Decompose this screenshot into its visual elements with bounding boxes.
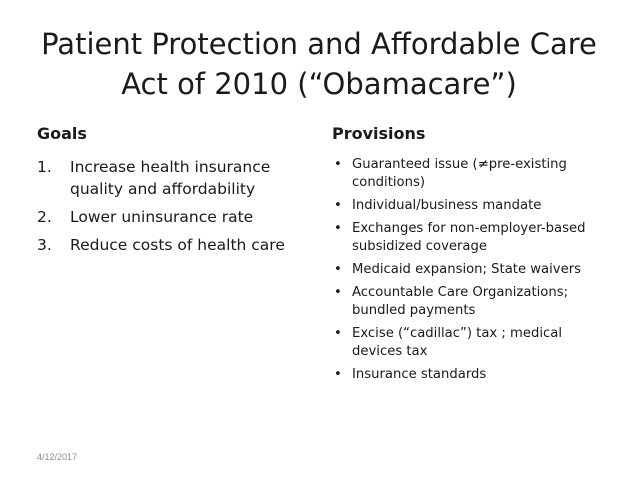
- provision-text: Individual/business mandate: [352, 198, 542, 213]
- slide-title-line-1: Patient Protection and Affordable Care: [41, 27, 597, 61]
- goals-list: [37, 156, 312, 262]
- provision-item: [332, 261, 607, 279]
- footer-date: 4/12/2017: [37, 452, 78, 462]
- provision-item: [332, 325, 607, 361]
- provision-text: Medicaid expansion; State waivers: [352, 262, 582, 277]
- bullet-icon: •: [334, 157, 342, 172]
- bullet-icon: •: [334, 326, 342, 341]
- goal-item: [37, 156, 312, 200]
- goal-item: [37, 234, 312, 256]
- provisions-heading: Provisions: [332, 124, 426, 143]
- goal-text: Lower uninsurance rate: [70, 208, 254, 226]
- provision-text: Excise (“cadillac”) tax ; medical devices tax: [352, 326, 563, 359]
- goal-item: [37, 206, 312, 228]
- provisions-list: [332, 156, 607, 389]
- goal-number: 1.: [37, 158, 52, 176]
- provision-item: [332, 366, 607, 384]
- goal-text: Increase health insurance quality and affordability: [70, 158, 271, 198]
- provision-text: Accountable Care Organizations; bundled payments: [352, 285, 569, 318]
- bullet-icon: •: [334, 285, 342, 300]
- provision-item: [332, 156, 607, 192]
- bullet-icon: •: [334, 198, 342, 213]
- goal-number: 2.: [37, 208, 52, 226]
- provision-item: [332, 220, 607, 256]
- bullet-icon: •: [334, 262, 342, 277]
- slide-title: [20, 24, 618, 104]
- goal-text: Reduce costs of health care: [70, 236, 285, 254]
- bullet-icon: •: [334, 221, 342, 236]
- slide-title-line-2: Act of 2010 (“Obamacare”): [121, 67, 517, 101]
- bullet-icon: •: [334, 367, 342, 382]
- provision-text: Exchanges for non-employer-based subsidized coverage: [352, 221, 586, 254]
- provision-text: Guaranteed issue (≠pre-existing conditions): [352, 157, 567, 190]
- goals-heading: Goals: [37, 124, 87, 143]
- provision-item: [332, 284, 607, 320]
- provision-item: [332, 197, 607, 215]
- goal-number: 3.: [37, 236, 52, 254]
- provision-text: Insurance standards: [352, 367, 487, 382]
